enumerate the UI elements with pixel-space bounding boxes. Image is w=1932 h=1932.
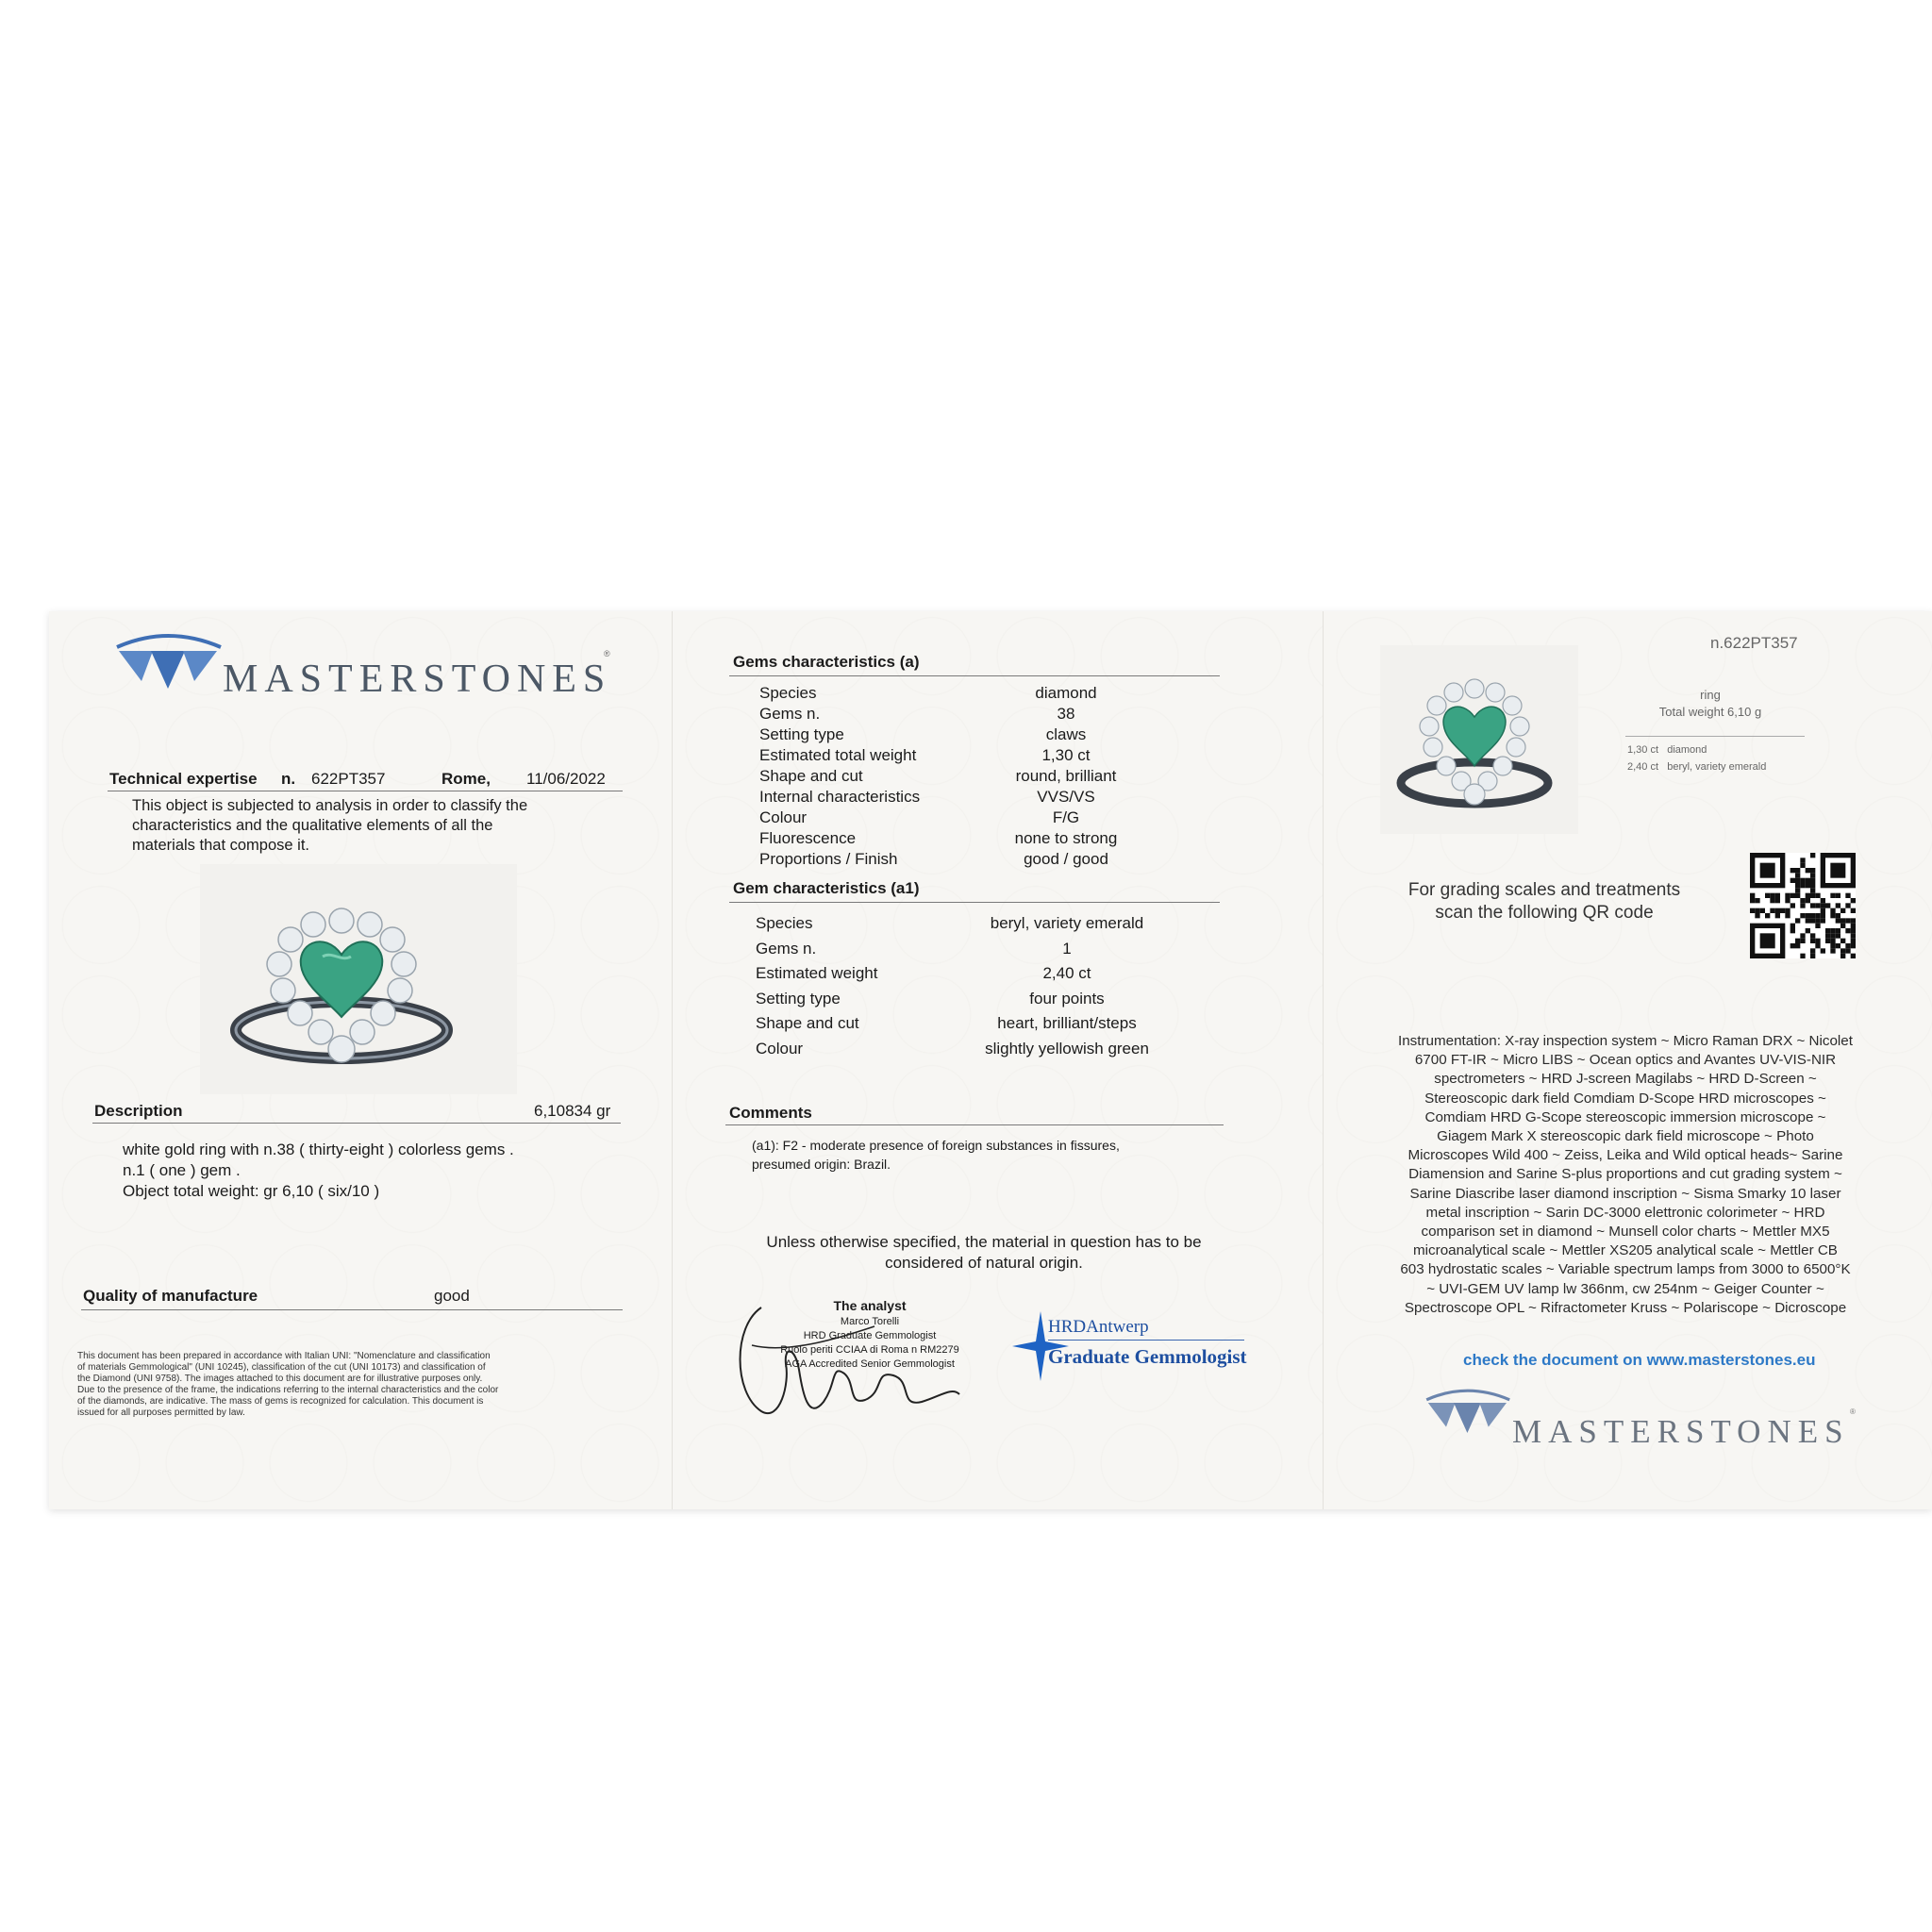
gems-a-row [759, 683, 1165, 704]
gem-a1-label: Gems n. [756, 939, 817, 958]
instrumentation-line: Stereoscopic dark field Comdiam D-Scope HRD microscopes ~ [1424, 1090, 1826, 1107]
gems-a-title: Gems characteristics (a) [733, 653, 920, 671]
quality-label: Quality of manufacture [83, 1287, 258, 1305]
ring-image-icon [200, 864, 517, 1094]
ring-thumbnail [1380, 645, 1578, 834]
qr-instructions: For grading scales and treatments scan the following QR code [1407, 880, 1681, 923]
instrumentation-text [1361, 1032, 1890, 1318]
instrumentation-line: comparison set in diamond ~ Munsell color charts ~ Mettler MX5 [1421, 1224, 1830, 1241]
gems-a-label: Internal characteristics [759, 788, 921, 806]
gems-a-row [759, 724, 1165, 745]
gem-a1-value: slightly yellowish green [985, 1039, 1149, 1058]
summary-rows: 1,30 ct diamond 2,40 ct beryl, variety emerald [1627, 744, 1767, 773]
signature-icon [733, 1289, 969, 1432]
certificate [49, 611, 1932, 1509]
analyst-lines: Marco Torelli HRD Graduate Gemmologist Ruolo periti CCIAA di Roma n RM2279 AGA Accredited Senior Gemmologist [780, 1316, 959, 1370]
instrumentation-line: Instrumentation: X-ray inspection system ~ Micro Raman DRX ~ Nicolet [1398, 1033, 1853, 1049]
gems-a-row [759, 787, 1165, 808]
city: Rome, [441, 770, 491, 788]
instrumentation-line: Diamension and Sarine S-plus proportions and cut grading system ~ [1408, 1166, 1842, 1183]
n-label: n. [281, 770, 296, 788]
gems-a-value: 1,30 ct [1041, 746, 1091, 764]
masterstones-logo-icon [113, 632, 226, 698]
gems-a-label: Colour [759, 808, 808, 826]
description-title: Description [94, 1102, 183, 1120]
gem-a1-value: four points [1029, 989, 1105, 1008]
instrumentation-line: 603 hydrostatic scales ~ Variable spectrum lamps from 3000 to 6500°K [1400, 1261, 1851, 1278]
gem-a1-label: Species [756, 914, 813, 933]
gem-a1-row [756, 1037, 1171, 1062]
natural-origin-note: Unless otherwise specified, the material in question has to be considered of natural origin. [766, 1233, 1202, 1272]
gems-a-value: VVS/VS [1037, 788, 1095, 806]
gem-a1-row [756, 961, 1171, 987]
comments-text: (a1): F2 - moderate presence of foreign substances in fissures, presumed origin: Brazil. [752, 1138, 1120, 1172]
gems-a-row [759, 849, 1165, 870]
gems-a-label: Shape and cut [759, 767, 863, 785]
gems-a-row [759, 704, 1165, 724]
gems-a-label: Fluorescence [759, 829, 857, 847]
gems-a-value: round, brilliant [1015, 767, 1117, 785]
instrumentation-line: ~ UVI-GEM UV lamp lw 366nm, cw 254nm ~ Geiger Counter ~ [1426, 1280, 1824, 1297]
gem-a1-label: Shape and cut [756, 1014, 859, 1033]
gem-a1-value: 2,40 ct [1042, 964, 1091, 983]
gems-a-value: claws [1045, 725, 1087, 743]
gems-a-rows [759, 683, 1165, 870]
gem-a1-label: Colour [756, 1039, 804, 1058]
gems-a-value: 38 [1057, 705, 1075, 723]
gems-a-label: Proportions / Finish [759, 850, 898, 868]
gems-a-row [759, 766, 1165, 787]
right-number: n.622PT357 [1710, 634, 1798, 652]
gems-a-label: Estimated total weight [759, 746, 917, 764]
gem-a1-row [756, 937, 1171, 962]
gem-a1-title: Gem characteristics (a1) [733, 879, 920, 897]
gem-a1-label: Estimated weight [756, 964, 878, 983]
technical-expertise-label: Technical expertise [109, 770, 258, 788]
brand-reg: ® [604, 649, 610, 658]
gems-a-table [759, 683, 1165, 870]
date: 11/06/2022 [526, 770, 606, 788]
gem-a1-label: Setting type [756, 989, 841, 1008]
gems-a-label: Gems n. [759, 705, 821, 723]
gem-a1-value: 1 [1062, 939, 1072, 958]
description-text: white gold ring with n.38 ( thirty-eight ) colorless gems . n.1 ( one ) gem . Object total weight: gr 6,10 ( six/10 ) [123, 1141, 514, 1200]
gems-a-value: diamond [1035, 684, 1097, 702]
expertise-number: 622PT357 [311, 770, 386, 788]
instrumentation-line: Comdiam HRD G-Scope stereoscopic immersion microscope ~ [1424, 1108, 1826, 1125]
quality-value: good [434, 1287, 470, 1305]
ring-thumbnail-icon [1380, 645, 1578, 834]
instrumentation-line: Microscopes Wild 400 ~ Zeiss, Leika and Wild optical heads~ Sarine [1407, 1147, 1843, 1164]
ring-photo [200, 864, 517, 1094]
instrumentation-line: 6700 FT-IR ~ Micro LIBS ~ Ocean optics and Avantes UV-VIS-NIR [1414, 1052, 1837, 1069]
right-panel [1323, 611, 1932, 1509]
gems-a-value: none to strong [1014, 829, 1118, 847]
gems-a-label: Species [759, 684, 817, 702]
gems-a-row [759, 745, 1165, 766]
summary-block: ring Total weight 6,10 g [1658, 688, 1762, 719]
gems-a-value: good / good [1024, 850, 1108, 868]
instrumentation-line: Spectroscope OPL ~ Rifractometer Kruss ~ Polariscope ~ Dicroscope [1404, 1299, 1847, 1316]
description-weight: 6,10834 gr [534, 1102, 611, 1120]
gems-a-label: Setting type [759, 725, 844, 743]
left-panel [49, 611, 672, 1509]
qr-code-icon[interactable] [1750, 853, 1856, 958]
gem-a1-row [756, 987, 1171, 1012]
gem-a1-value: beryl, variety emerald [990, 914, 1144, 933]
middle-panel [672, 611, 1324, 1509]
masterstones-logo-bottom-icon [1424, 1387, 1514, 1441]
gems-a-row [759, 808, 1165, 828]
hrd-title: Graduate Gemmologist [1048, 1345, 1247, 1368]
instrumentation-line: spectrometers ~ HRD J-screen Magilabs ~ HRD D-Screen ~ [1434, 1071, 1817, 1088]
gems-a-value: F/G [1052, 808, 1080, 826]
gem-a1-table [756, 911, 1171, 1061]
instrumentation-line: microanalytical scale ~ Mettler XS205 analytical scale ~ Mettler CB [1413, 1242, 1838, 1259]
brand-name-bottom: MASTERSTONES [1512, 1413, 1850, 1450]
gem-a1-rows [756, 911, 1171, 1061]
hrd-brand: HRDAntwerp [1048, 1317, 1149, 1337]
disclaimer: This document has been prepared in accordance with Italian UNI: "Nomenclature and classification of materials Gemmological" (UNI 10245), classification of the cut (UNI 10173) and classification of the Diamond (UNI 9758). The images attached to this document are for illustrative purposes only. Due to the presence of the frame, the indications referring to the internal characteristics and the color of the diamonds, are indicative. The mass of gems is recognized for calculation. This document is issued for all purposes permitted by law. [77, 1351, 499, 1418]
brand-reg-bottom: ® [1850, 1407, 1856, 1416]
intro-text: This object is subjected to analysis in order to classify the characteristics and the qualitative elements of all the materials that compose it. [132, 797, 528, 854]
gem-a1-value: heart, brilliant/steps [997, 1014, 1137, 1033]
gem-a1-row [756, 911, 1171, 937]
instrumentation-line: Sarine Diascribe laser diamond inscription ~ Sisma Smarky 10 laser [1409, 1185, 1841, 1202]
comments-title: Comments [729, 1104, 812, 1122]
instrumentation-line: metal inscription ~ Sarin DC-3000 elettronic colorimeter ~ HRD [1425, 1204, 1825, 1221]
brand-name: MASTERSTONES [223, 658, 612, 701]
analyst-title: The analyst [833, 1298, 907, 1313]
instrumentation-line: Giagem Mark X stereoscopic dark field microscope ~ Photo [1437, 1128, 1814, 1145]
gem-a1-row [756, 1011, 1171, 1037]
check-document-link[interactable]: check the document on www.masterstones.eu [1463, 1351, 1816, 1369]
gems-a-row [759, 828, 1165, 849]
